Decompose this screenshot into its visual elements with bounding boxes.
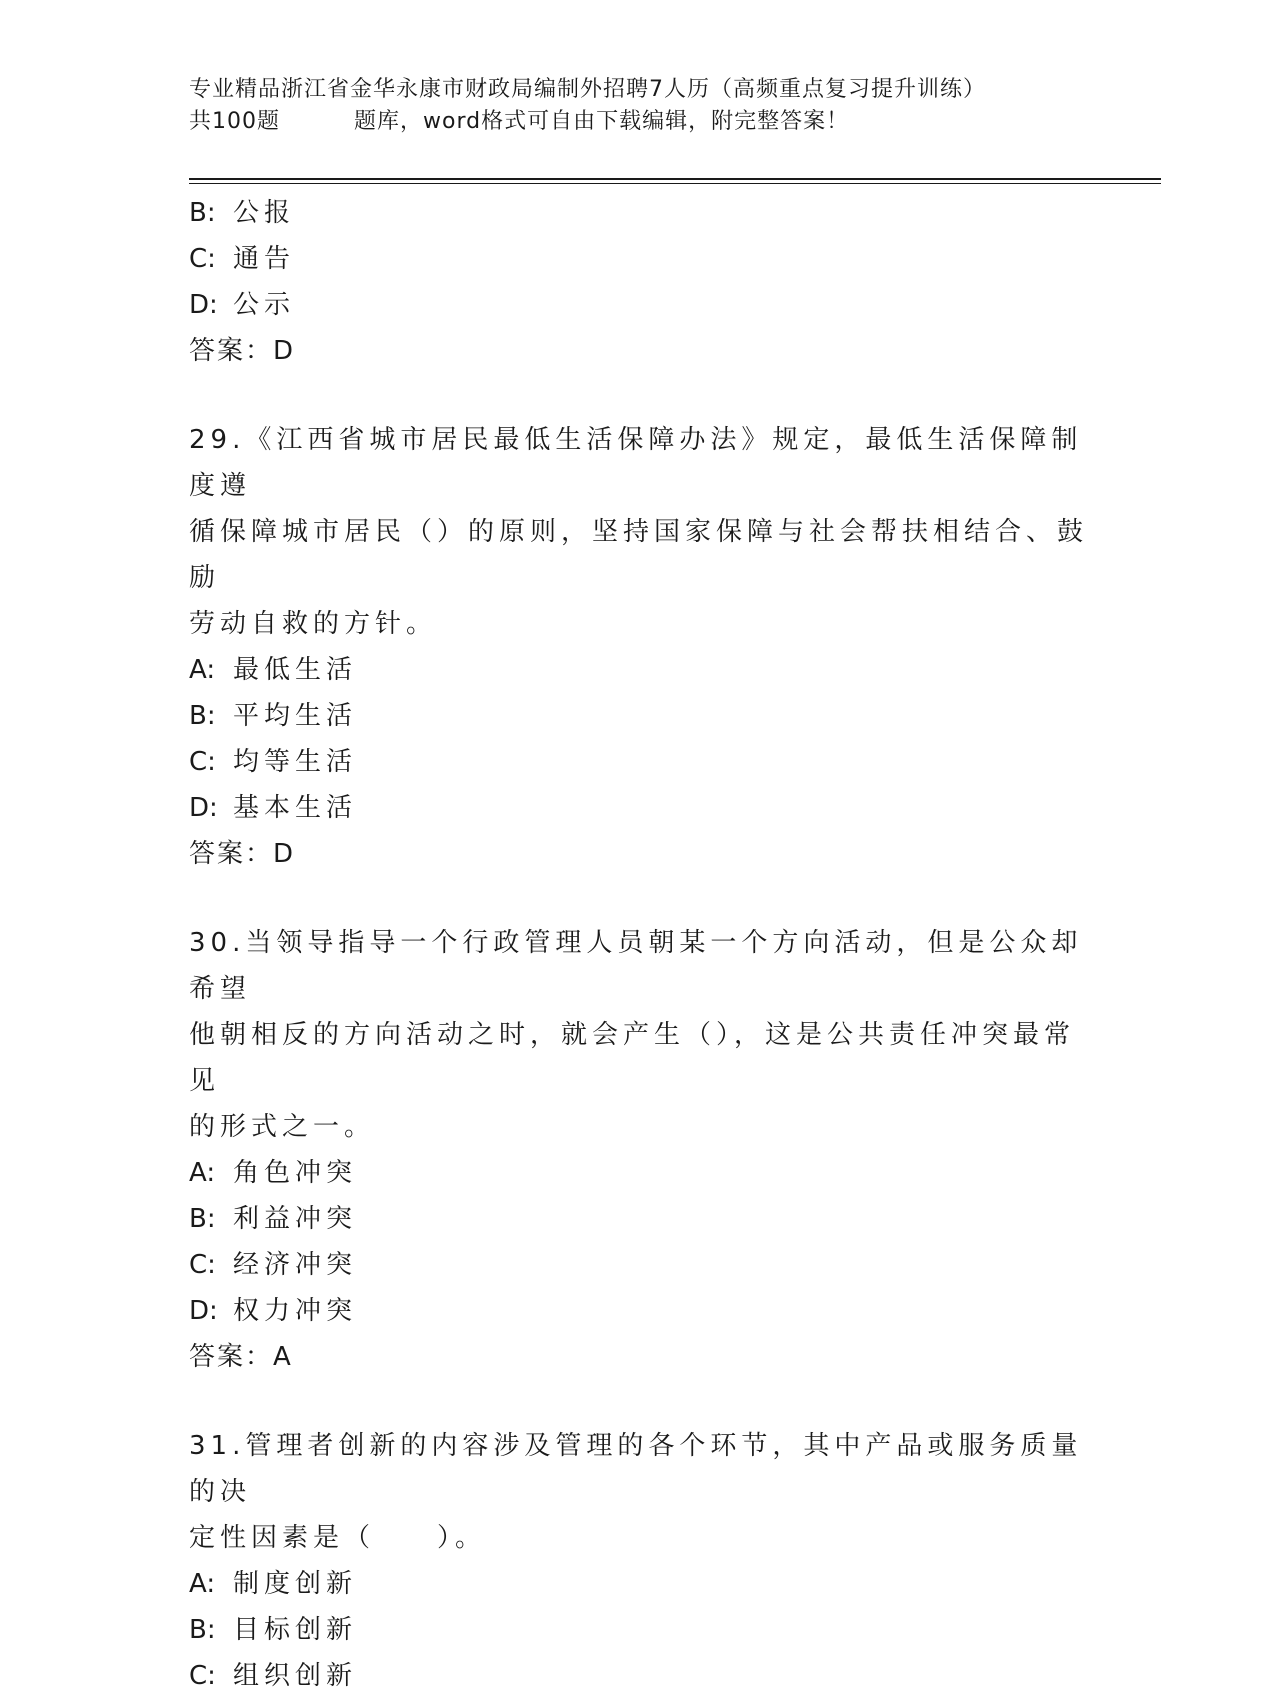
option-letter: D:: [189, 793, 218, 823]
option-letter: C:: [189, 747, 216, 777]
option-line: [189, 236, 1089, 282]
option-text: 基本生活: [233, 793, 358, 823]
option-letter: A:: [189, 655, 216, 685]
option-line: [189, 1607, 1089, 1653]
header-divider: [189, 178, 1161, 184]
header-count: 共100题: [189, 109, 280, 134]
option-line: [189, 190, 1089, 236]
option-letter: B:: [189, 701, 216, 731]
option-line: [189, 282, 1089, 328]
option-letter: B:: [189, 1615, 216, 1645]
stem-line: 的形式之一。: [189, 1112, 376, 1142]
question-stem: [189, 1423, 1089, 1561]
stem-line: 30.当领导指导一个行政管理人员朝某一个方向活动，但是公众却希望: [189, 928, 1083, 1004]
option-line: [189, 693, 1089, 739]
option-text: 通告: [233, 244, 296, 274]
option-text: 经济冲突: [233, 1250, 358, 1280]
option-letter: D:: [189, 290, 218, 320]
option-text: 目标创新: [233, 1615, 358, 1645]
header-subtitle-line: [189, 106, 1089, 138]
option-letter: D:: [189, 1296, 218, 1326]
option-line: [189, 739, 1089, 785]
question-29: [189, 417, 1089, 877]
stem-line: 定性因素是（ ）。: [189, 1523, 487, 1553]
option-letter: C:: [189, 1661, 216, 1691]
document-body: [189, 190, 1089, 1699]
previous-question-tail: [189, 190, 1089, 374]
page-header: [189, 74, 1089, 138]
header-description: 题库，word格式可自由下载编辑，附完整答案！: [354, 109, 850, 134]
option-line: [189, 647, 1089, 693]
option-text: 公示: [233, 290, 296, 320]
option-line: [189, 1653, 1089, 1699]
option-line: [189, 1196, 1089, 1242]
stem-line: 循保障城市居民（）的原则，坚持国家保障与社会帮扶相结合、鼓励: [189, 517, 1089, 593]
option-line: [189, 1561, 1089, 1607]
stem-line: 他朝相反的方向活动之时，就会产生（），这是公共责任冲突最常见: [189, 1020, 1076, 1096]
option-text: 最低生活: [233, 655, 358, 685]
stem-line: 31.管理者创新的内容涉及管理的各个环节，其中产品或服务质量的决: [189, 1431, 1083, 1507]
question-stem: [189, 920, 1089, 1150]
option-letter: C:: [189, 1250, 216, 1280]
question-31: [189, 1423, 1089, 1699]
option-text: 利益冲突: [233, 1204, 358, 1234]
answer-line: 答案：D: [189, 336, 296, 366]
option-line: [189, 1150, 1089, 1196]
option-line: [189, 1242, 1089, 1288]
option-text: 平均生活: [233, 701, 358, 731]
option-text: 组织创新: [233, 1661, 358, 1691]
stem-line: 劳动自救的方针。: [189, 609, 438, 639]
header-title-line: 专业精品浙江省金华永康市财政局编制外招聘7人历（高频重点复习提升训练）: [189, 77, 986, 102]
option-letter: A:: [189, 1569, 216, 1599]
option-text: 角色冲突: [233, 1158, 358, 1188]
option-text: 公报: [233, 198, 296, 228]
option-line: [189, 785, 1089, 831]
stem-line: 29.《江西省城市居民最低生活保障办法》规定，最低生活保障制度遵: [189, 425, 1083, 501]
option-letter: B:: [189, 1204, 216, 1234]
option-text: 制度创新: [233, 1569, 358, 1599]
option-letter: A:: [189, 1158, 216, 1188]
answer-line: 答案：D: [189, 839, 296, 869]
question-30: [189, 920, 1089, 1380]
option-letter: B:: [189, 198, 216, 228]
question-stem: [189, 417, 1089, 647]
answer-line: 答案：A: [189, 1342, 293, 1372]
option-letter: C:: [189, 244, 216, 274]
option-text: 均等生活: [233, 747, 358, 777]
option-text: 权力冲突: [233, 1296, 358, 1326]
option-line: [189, 1288, 1089, 1334]
